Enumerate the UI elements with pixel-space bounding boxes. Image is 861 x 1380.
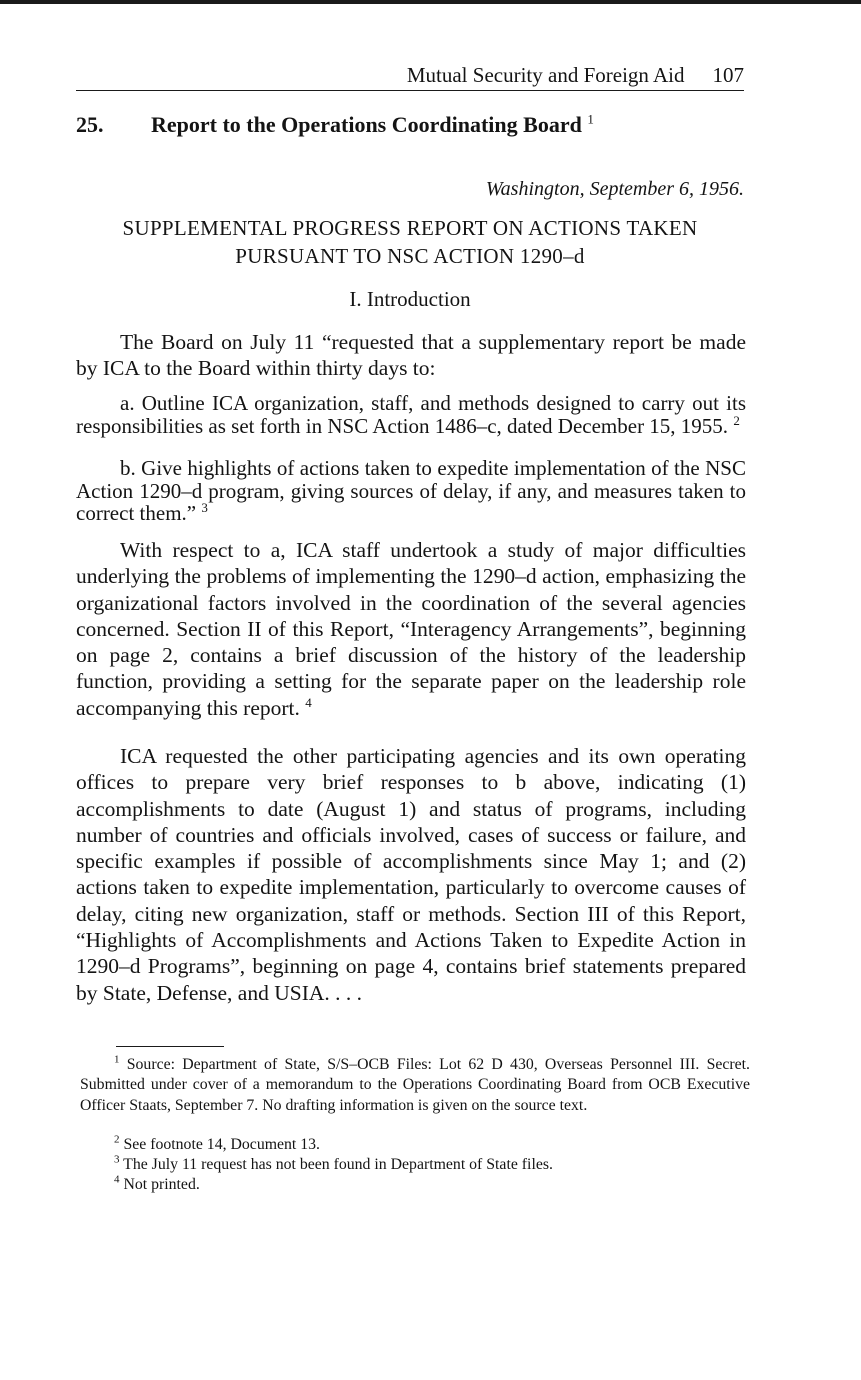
footnote-ref-1[interactable]: 1 xyxy=(587,111,594,127)
list-item-a xyxy=(76,392,746,437)
intro-paragraph: The Board on July 11 “requested that a supplementary report be made by ICA to the Board within thirty days to: xyxy=(76,330,746,381)
body-paragraph-1-text: With respect to a, ICA staff undertook a study of major difficulties underlying the problems of implementing the 1290–d action, emphasizing the organizational factors involved in the coordination of the several agencies concerned. Section II of this Report, “Interagency Arrangements”, beginning on page 2, contains a brief discussion of the history of the leadership function, providing a setting for the separate paper on the leadership role accompanying this report. xyxy=(76,538,746,720)
scan-edge-border xyxy=(0,0,861,4)
report-title-line-1: SUPPLEMENTAL PROGRESS REPORT ON ACTIONS TAKEN xyxy=(122,216,698,240)
list-item-b-text: b. Give highlights of actions taken to expedite implementation of the NSC Action 1290–d program, giving sources of delay, if any, and measures taken to correct them.” xyxy=(76,456,746,525)
report-title xyxy=(76,214,744,270)
running-head-title: Mutual Security and Foreign Aid xyxy=(406,63,685,87)
document-number: 25. xyxy=(76,112,104,137)
footnote-3 xyxy=(80,1155,750,1175)
footnote-ref-3[interactable]: 3 xyxy=(201,500,208,515)
footnote-1-marker: 1 xyxy=(114,1053,120,1066)
footnote-4-text: Not printed. xyxy=(123,1176,200,1193)
footnote-4-marker: 4 xyxy=(114,1173,120,1186)
footnote-2-text: See footnote 14, Document 13. xyxy=(123,1136,320,1153)
footnote-3-marker: 3 xyxy=(114,1153,120,1166)
document-heading xyxy=(76,110,744,140)
footnote-ref-4[interactable]: 4 xyxy=(305,694,312,710)
footnote-1 xyxy=(80,1055,750,1116)
dateline: Washington, September 6, 1956. xyxy=(485,178,744,200)
footnote-ref-2[interactable]: 2 xyxy=(733,412,740,428)
footnote-4 xyxy=(80,1175,750,1195)
footnote-1-text: Source: Department of State, S/S–OCB Files: Lot 62 D 430, Overseas Personnel III. Secret. Submitted under cover of a memorandum to the Operations Coordinating Board from OCB Executive Officer Staats, September 7. No drafting information is given on the source text. xyxy=(80,1056,751,1114)
footnote-3-text: The July 11 request has not been found in Department of State files. xyxy=(123,1156,553,1173)
list-item-b xyxy=(76,457,746,525)
body-paragraph-1 xyxy=(76,537,746,721)
section-heading: I. Introduction xyxy=(349,287,471,311)
body-paragraph-2: ICA requested the other participating agencies and its own operating offices to prepare very brief responses to b above, indicating (1) accomplishments to date (August 1) and status of programs, including number of countries and officials involved, cases of success or failure, and specific examples if possible of accomplishments since May 1; and (2) actions taken to expedite implementation, particularly to overcome causes of delay, citing new organization, staff or methods. Section III of this Report, “Highlights of Accomplishments and Actions Taken to Expedite Action in 1290–d Programs”, beginning on page 4, contains brief statements prepared by State, Defense, and USIA. . . . xyxy=(76,744,746,1005)
footnote-separator xyxy=(116,1046,224,1047)
page-number: 107 xyxy=(712,63,744,87)
document-title: Report to the Operations Coordinating Board xyxy=(151,112,582,137)
running-head xyxy=(76,60,744,91)
list-item-a-text: a. Outline ICA organization, staff, and methods designed to carry out its responsibilities as set forth in NSC Action 1486–c, dated December 15, 1955. xyxy=(76,391,746,438)
report-title-line-2: PURSUANT TO NSC ACTION 1290–d xyxy=(235,244,585,268)
footnote-2-marker: 2 xyxy=(114,1133,120,1146)
footnote-2 xyxy=(80,1135,750,1155)
